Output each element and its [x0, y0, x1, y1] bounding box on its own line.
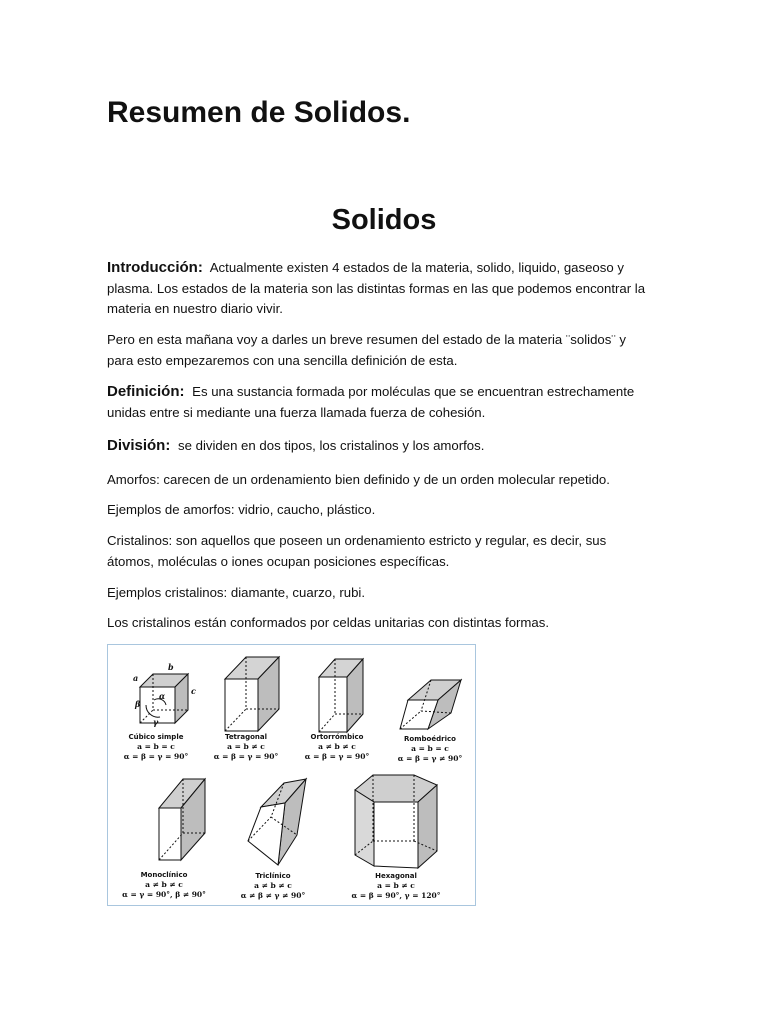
paragraph-2: Pero en esta mañana voy a darles un breve resumen del estado de la materia ¨solidos¨ y para esto empezaremos con una sencilla definición de esta.	[107, 332, 626, 368]
label-b: b	[168, 662, 174, 672]
label-gamma: γ	[153, 717, 159, 727]
label-beta: β	[135, 699, 141, 709]
intro-text: Actualmente existen 4 estados de la materia, solido, liquido, gaseoso y plasma. Los estados de la materia son las distintas formas en las que podemos encontrar la materia en nuestro diario vivir.	[107, 260, 646, 316]
relation2-tetragonal: α = β = γ = 90°	[213, 752, 279, 761]
caption-cubic: Cúbico simple	[128, 733, 184, 741]
relation2-hexagonal: α = β = 90°, γ = 120°	[351, 891, 441, 900]
relation1-tetragonal: a = b ≠ c	[227, 742, 265, 751]
definition-label: Definición:	[107, 383, 185, 400]
relation1-orthorhombic: a ≠ b ≠ c	[318, 742, 356, 751]
caption-orthorhombic: Ortorrómbico	[310, 733, 364, 741]
cubic-cell-diagram	[133, 662, 196, 727]
amorfos-examples-paragraph: Ejemplos de amorfos: vidrio, caucho, plástico.	[107, 502, 376, 517]
caption-monoclinic: Monoclínico	[140, 871, 188, 879]
triclinic-cell-diagram	[248, 779, 306, 865]
crystal-systems-diagram	[108, 645, 475, 905]
hexagonal-cell-diagram	[355, 775, 437, 868]
relation2-triclinic: α ≠ β ≠ γ ≠ 90°	[240, 891, 306, 900]
caption-hexagonal: Hexagonal	[375, 872, 417, 880]
division-text: se dividen en dos tipos, los cristalinos y los amorfos.	[178, 438, 485, 453]
label-c: c	[191, 686, 196, 696]
relation2-monoclinic: α = γ = 90°, β ≠ 90°	[122, 890, 206, 899]
intro-label: Introducción:	[107, 259, 203, 276]
crystal-systems-figure	[107, 644, 476, 906]
cristalinos-paragraph: Cristalinos: son aquellos que poseen un ordenamiento estricto y regular, es decir, sus átomos, moléculas o iones ocupan posiciones específicas.	[107, 533, 607, 569]
relation1-hexagonal: a = b ≠ c	[377, 881, 415, 890]
division-label: División:	[107, 437, 171, 454]
caption-triclinic: Triclínico	[255, 872, 291, 880]
division-paragraph	[107, 436, 655, 457]
monoclinic-cell-diagram	[159, 779, 205, 860]
definition-text: Es una sustancia formada por moléculas que se encuentran estrechamente unidas entre si mediante una fuerza llamada fuerza de cohesión.	[107, 384, 635, 420]
intro-paragraph	[107, 258, 655, 320]
unit-cells-paragraph: Los cristalinos están conformados por celdas unitarias con distintas formas.	[107, 615, 549, 630]
relation1-triclinic: a ≠ b ≠ c	[254, 881, 292, 890]
tetragonal-cell-diagram	[225, 657, 279, 731]
caption-tetragonal: Tetragonal	[224, 733, 268, 741]
amorfos-paragraph: Amorfos: carecen de un ordenamiento bien definido y de un orden molecular repetido.	[107, 472, 610, 487]
caption-rhombohedral: Romboédrico	[404, 735, 456, 743]
relation2-orthorhombic: α = β = γ = 90°	[304, 752, 370, 761]
relation1-rhombohedral: a = b = c	[411, 744, 449, 753]
label-a: a	[133, 673, 139, 683]
section-title: Solidos	[331, 204, 437, 236]
document-title: Resumen de Solidos.	[107, 96, 411, 129]
relation1-monoclinic: a ≠ b ≠ c	[145, 880, 183, 889]
label-alpha: α	[159, 691, 166, 701]
cristalinos-examples-paragraph: Ejemplos cristalinos: diamante, cuarzo, rubi.	[107, 585, 365, 600]
rhombohedral-cell-diagram	[400, 680, 461, 729]
relation2-rhombohedral: α = β = γ ≠ 90°	[397, 754, 463, 763]
relation2-cubic: α = β = γ = 90°	[123, 752, 189, 761]
definition-paragraph	[107, 382, 655, 423]
relation1-cubic: a = b = c	[137, 742, 175, 751]
orthorhombic-cell-diagram	[319, 659, 363, 732]
